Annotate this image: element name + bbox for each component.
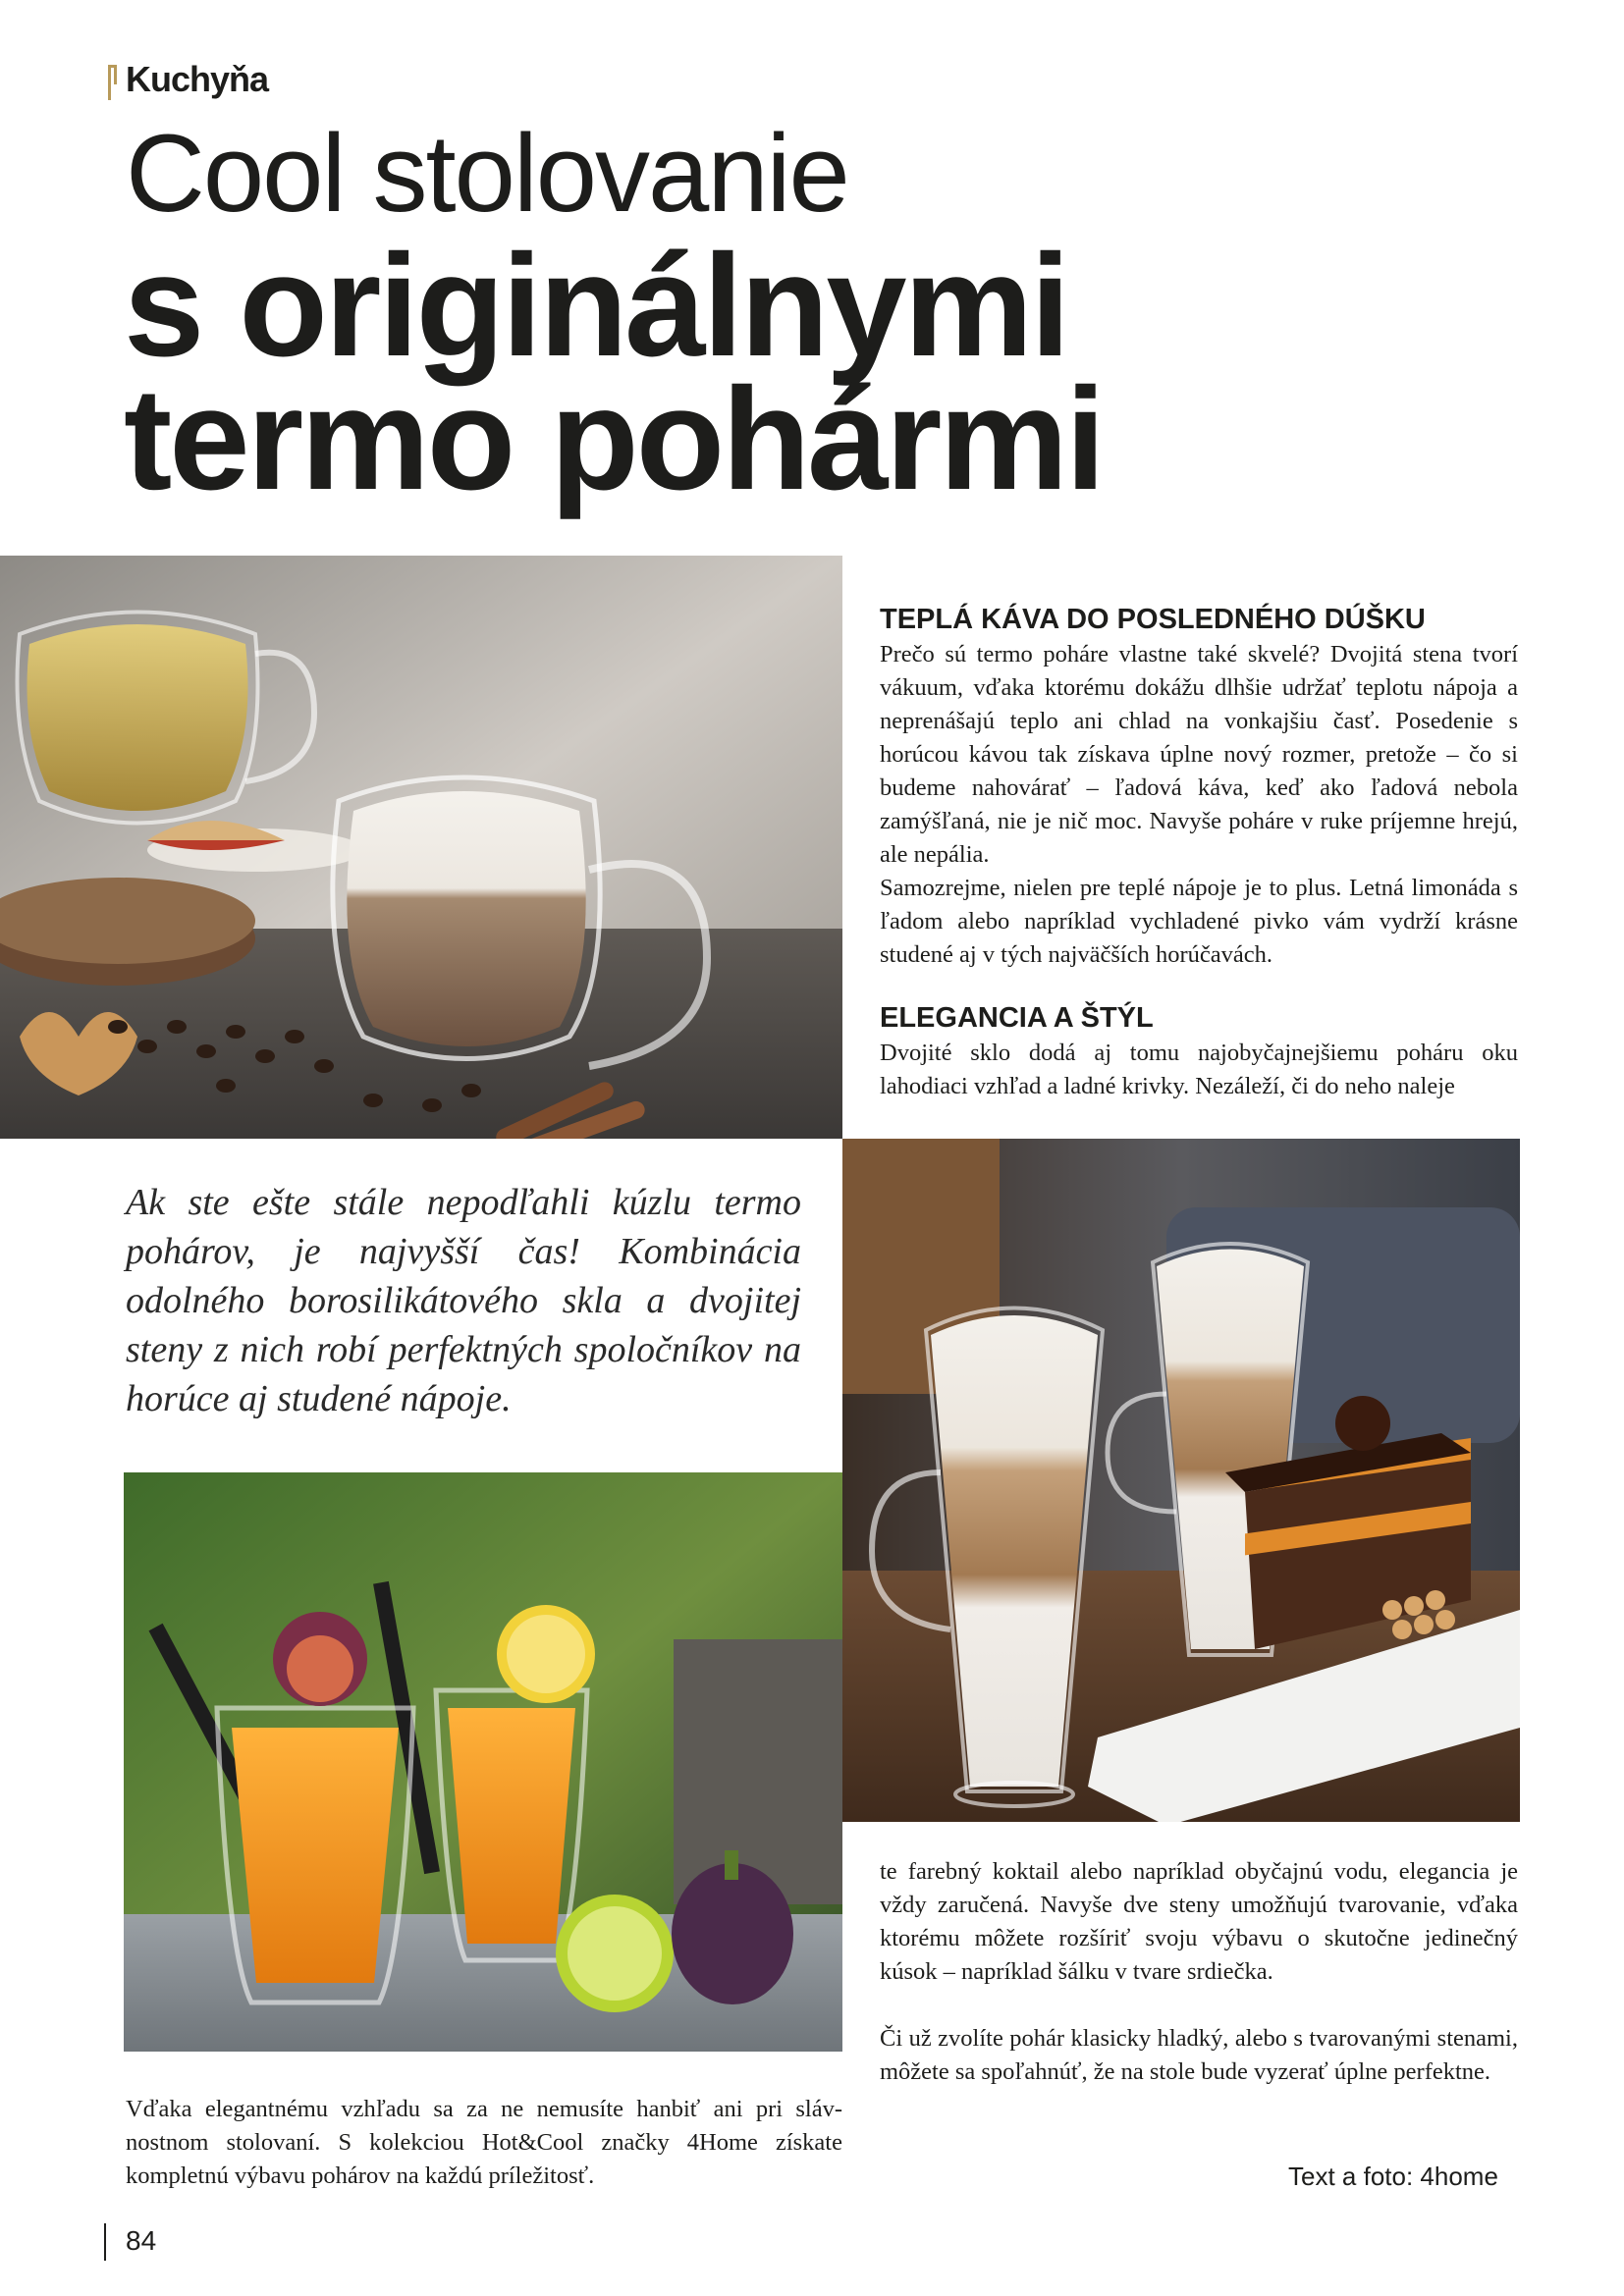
photo-tea-and-cappuccino: [0, 556, 842, 1139]
section-text-conclusion: Či už zvolíte pohár klasicky hladký, alebo s tvarovanými stenami, môžete sa spoľahnúť, že na stole bude vyzerať úplne perfektne.: [880, 2025, 1518, 2085]
photo-orange-drinks: [124, 1472, 842, 2052]
pull-quote: Ak ste ešte stále nepodľahli kúzlu termo pohárov, je najvyšší čas! Kombinácia odolného borosilikátového skla a dvojitej steny z nich robí perfektných spoločníkov na horúce aj studené nápoje.: [126, 1182, 801, 1419]
title-line-2: s originálnymi: [124, 225, 1068, 387]
photo-credit: Text a foto: 4home: [1288, 2162, 1498, 2191]
title-line-1: Cool stolovanie: [126, 112, 848, 235]
section-heading-elegance: ELEGANCIA A ŠTÝL: [880, 1002, 1154, 1034]
photo-latte-and-cake: [842, 1139, 1520, 1822]
paragraph: Prečo sú termo poháre vlastne také skvelé? Dvojitá stena tvorí vákuum, vďaka ktorému dokážu dlhšie udržať teplotu nápoja a neprenášajú teplo ani chlad na vonkajšiu časť. Posedenie s horúcou kávou tak získava úplne nový rozmer, pretože – čo si budeme nahovárať – ľadová káva, keď ako ľadová nebola zamýšľaná, nie je nič moc. Navyše poháre v ruke príjemne hrejú, ale nepália.: [880, 641, 1518, 868]
section-text-warm-coffee: [880, 638, 1518, 972]
photo-caption: Vďaka elegantnému vzhľadu sa za ne nemusíte hanbiť ani pri slávnostnom stolovaní. S kolekciou Hot&Cool značky 4Home získate kompletnú výbavu pohárov na každú príležitosť.: [126, 2096, 842, 2189]
section-text-elegance-start: Dvojité sklo dodá aj tomu najobyčajnejšiemu poháru oku lahodiaci vzhľad a ladné krivky. Nezáleží, či do neho naleje: [880, 1040, 1518, 1099]
section-text-elegance-continued: te farebný koktail alebo napríklad obyčajnú vodu, elegancia je vždy zaručená. Navyše dve steny umožňujú tvarovanie, vďaka ktorému môžete rozšíriť svoju výbavu o skutočne jedinečný kúsok – napríklad šálku v tvare srdiečka.: [880, 1858, 1518, 1985]
section-heading-warm-coffee: TEPLÁ KÁVA DO POSLEDNÉHO DÚŠKU: [880, 604, 1426, 635]
paragraph: Samozrejme, nielen pre teplé nápoje je to plus. Letná limonáda s ľadom alebo napríklad vychladené pivko vám vydrží krásne studené aj v tých najväčších horúčavách.: [880, 875, 1518, 968]
section-label-text: Kuchyňa: [126, 59, 269, 99]
title-line-3: termo pohármi: [124, 358, 1104, 520]
folio-divider: [104, 2223, 106, 2261]
page-number: 84: [126, 2225, 157, 2256]
